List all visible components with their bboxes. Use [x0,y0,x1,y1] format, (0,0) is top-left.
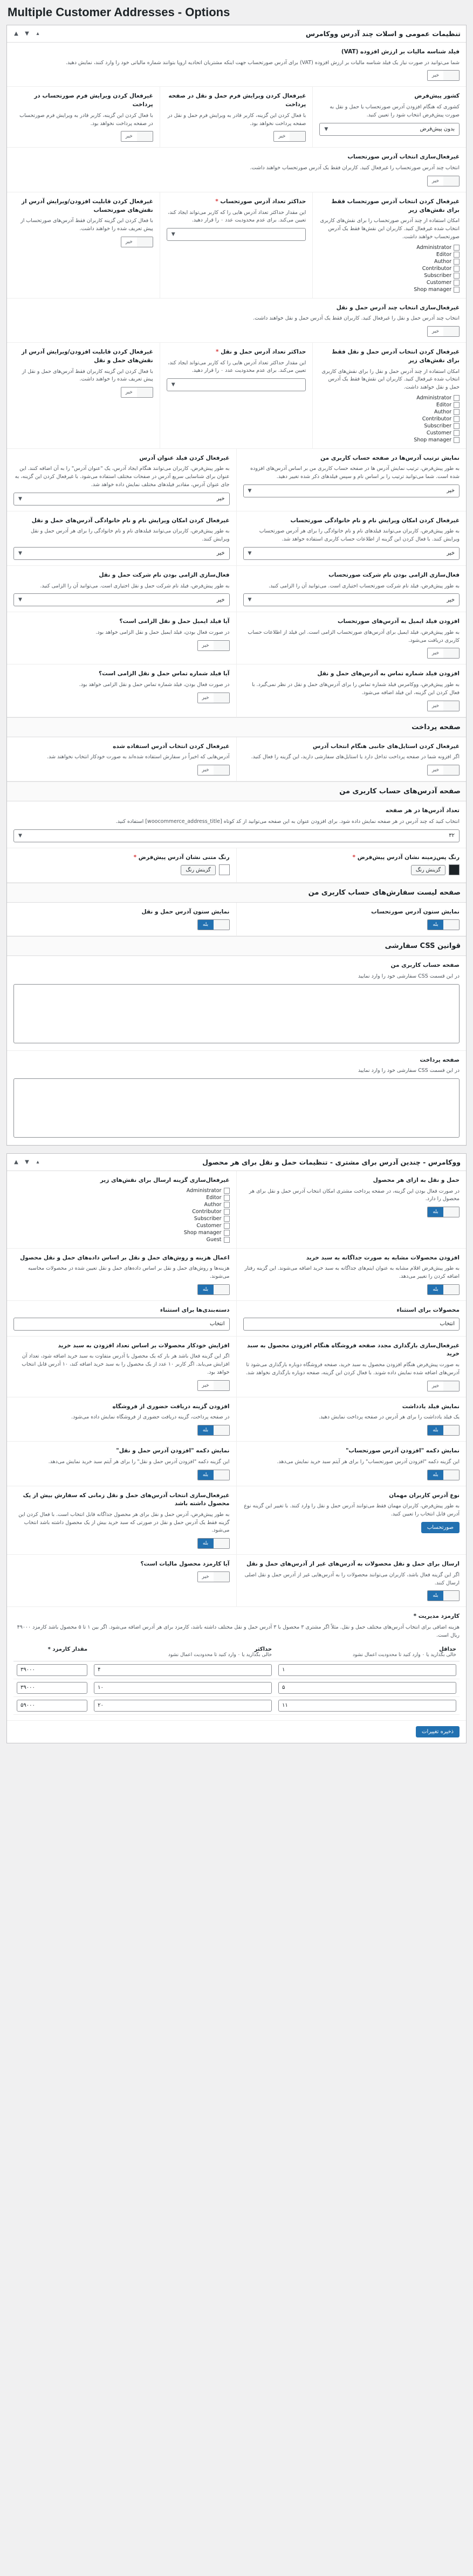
guest-type-setting: نوع آدرس کاربران مهمان به طور پیش‌فرض، کاربران مهمان فقط می‌توانند آدرس حمل و نقل را وارد کنند. با تغییر این گزینه نوع آدرس قابل انتخاب را تعیین کنید. صورتحساب [237,1486,467,1555]
phone-shipping-setting: افزودن فیلد شماره تماس به آدرس‌های حمل و نقل به طور پیش‌فرض، ووکامرس فیلد شماره تماس را برای آدرس‌های حمل و نقل در نظر نمی‌گیرد. با فعال کردن این گزینه، این فیلد اضافه می‌شود. خیر [237,664,467,716]
fee-setting: کارمزد مدیریت * هزینه اضافی برای انتخاب آدرس‌های مختلف حمل و نقل. مثلاً اگر مشتری ۳ محصول با ۳ آدرس حمل و نقل مختلف داشته باشد، کارمزد برای هر آدرس اضافه می‌شود. اگر بین ۱ تا ۵ محصول باشد کارمزد ۴۹۰۰۰ ریال است. حداقل خالی بگذارید یا ۰ وارد کنید تا محدودیت اعمال نشود حداکثر خالی بگذارید یا ۰ وارد کنید تا محدودیت اعمال نشود مقدار کارمزد * ۱ ۴ ۳۹۰۰۰ ۵ ۱۰ ۳۹۰۰۰ ۱۱ ۲۰ ۵۹۰۰۰ [7,1607,466,1720]
role-checkbox[interactable]: Shop manager [414,287,460,293]
auto-reload-toggle[interactable]: خیر [427,1381,460,1391]
role-checkbox[interactable]: Contributor [422,416,460,422]
chevron-down-icon: ▼ [18,550,22,556]
tier-min-input[interactable]: ۵ [278,1682,456,1694]
note-field-toggle[interactable]: بله [427,1425,460,1436]
other-address-toggle[interactable]: بله [427,1590,460,1601]
shipping-roles-setting: غیرفعال کردن انتخاب آدرس حمل و نقل فقط برای نقش‌های زیر امکان استفاده از چند آدرس حمل و نقل را برای نقش‌های کاربری انتخاب شده غیرفعال کنید. کاربران این نقش‌ها فقط یک آدرس حمل و نقل خواهند داشت. Administrator Editor Author Contributor Subscriber Customer Shop manager [313,343,466,448]
column-header-amount: مقدار کارمزد * [13,1643,91,1661]
addresses-per-page-select[interactable]: ۳۲ ▼ [13,829,460,842]
css-checkout-setting: صفحه پرداخت در این قسمت CSS سفارشی خود را وارد نمایید [7,1051,466,1145]
role-checkbox[interactable]: Author [204,1202,230,1208]
store-pickup-toggle[interactable]: بله [197,1425,230,1436]
tier-amount-input[interactable]: ۳۹۰۰۰ [17,1682,87,1694]
role-checkbox[interactable]: Editor [436,402,460,408]
billing-column-setting: نمایش ستون آدرس صورتحساب بله [237,903,467,936]
address-label-select[interactable]: خیر ▼ [13,493,230,505]
chevron-down-icon[interactable]: ▼ [25,31,29,37]
default-country-setting: کشور پیش‌فرض کشوری که هنگام افزودن آدرس صورتحساب یا حمل و نقل به صورت پیش‌فرض انتخاب شود را تعیین کنید. بدون پیش‌فرض ▼ [313,87,466,147]
chevron-down-icon: ▼ [18,833,22,839]
general-settings-panel [6,25,467,1146]
ship-split-setting: افزودن محصولات مشابه به صورت جداگانه به سبد خرید به طور پیش‌فرض اقلام مشابه به عنوان ایتم‌های جداگانه به سبد خرید اضافه می‌شوند. این گزینه رفتار اضافه کردن را تغییر می‌دهد. بله [237,1249,467,1300]
per-product-toggle[interactable]: بله [427,1207,460,1217]
chevron-down-icon: ▼ [171,382,175,388]
shipping-edit-setting: غیرفعال کردن قابلیت افزودن/ویرایش آدرس از نقش‌های حمل و نقل با فعال کردن این گزینه کاربران فقط آدرس‌های حمل و نقل از پیش تعریف شده را خواهند داشت. خیر [7,343,160,448]
email-billing-toggle[interactable]: خیر [427,648,460,659]
role-checkbox[interactable]: Guest [207,1237,230,1243]
note-field-setting: نمایش فیلد یادداشت یک فیلد یادداشت را برای هر آدرس در صفحه پرداخت نمایش دهید. بله [237,1397,467,1441]
shipping-button-toggle[interactable]: بله [197,1470,230,1480]
shipping-max-select[interactable] [167,378,306,391]
billing-edit-toggle[interactable]: خیر [121,237,153,247]
color-pick-button[interactable]: گزینش رنگ [181,865,215,875]
shipping-name-edit-setting: غیرفعال کردن امکان ویرایش نام و نام خانوادگی آدرس‌های حمل و نقل به طور پیش‌فرض، کاربران می‌توانند فیلدهای نام و نام خانوادگی را برای هر آدرس حمل و نقل ویرایش کنند. خیر ▼ [7,511,237,565]
chevron-down-icon: ▼ [248,550,252,556]
phone-required-toggle[interactable]: خیر [197,693,230,703]
chevron-down-icon: ▼ [18,496,22,502]
chevron-down-icon: ▼ [171,232,175,238]
email-shipping-toggle[interactable]: خیر [197,640,230,651]
auto-reload-setting: غیرفعال‌سازی بارگذاری مجدد صفحه فروشگاه هنگام افزودن محصول به سبد خرید به صورت پیش‌فرض هنگام افزودن محصول به سبد خرید، صفحه فروشگاه دوباره بارگذاری می‌شود تا آدرس‌های اضافه شده نمایش داده شوند. با فعال کردن این گزینه، صفحه دوباره بارگذاری نخواهد شد. خیر [237,1337,467,1397]
default-country-select[interactable]: بدون پیش‌فرض ▼ [319,123,460,136]
role-checkbox[interactable]: Shop manager [184,1230,230,1236]
role-checkbox[interactable]: Author [434,259,460,265]
auto-qty-toggle[interactable]: خیر [197,1380,230,1391]
role-checkbox[interactable]: Administrator [187,1188,230,1194]
billing-company-select[interactable]: خیر ▼ [243,593,460,606]
tier-max-input[interactable]: ۴ [94,1664,272,1676]
auto-qty-setting: افزایش خودکار محصولات بر اساس تعداد افزودن به سبد خرید اگر این گزینه فعال باشد هر بار که یک محصول با آدرس متفاوت به سبد خرید اضافه شود، تعداد آن افزایش می‌یابد. اگر کاربر ۱۰ عدد از یک محصول را به سبد خرید اضافه کند، ۱۰ آدرس قابل انتخاب خواهد بود. خیر [7,1337,237,1397]
orders-list-section-title: صفحه لیست سفارش‌های حساب کاربری من [7,883,466,903]
shipping-form-edit-setting: غیرفعال کردن ویرایش فرم حمل و نقل در صفحه پرداخت با فعال کردن این گزینه، کاربر قادر به ویرایش فرم حمل و نقل در صفحه پرداخت نخواهد بود. خیر [160,87,313,147]
billing-name-edit-select[interactable]: خیر ▼ [243,547,460,560]
per-product-shipping-panel [6,1153,467,1743]
billing-form-edit-setting: غیرفعال کردن ویرایش فرم صورتحساب در پرداخت با فعال کردن این گزینه، کاربر قادر به ویرایش فرم صورتحساب در صفحه پرداخت نخواهد بود. خیر [7,87,160,147]
checkout-style-setting: غیرفعال کردن استایل‌های جانبی هنگام انتخاب آدرس اگر افزونه شما در صفحه پرداخت تداخل دارد یا استایل‌های سفارشی دارید، این گزینه را فعال کنید. خیر [237,737,467,781]
panel-header [7,1154,466,1171]
collapse-icon[interactable]: ▴ [36,1159,39,1165]
exclude-products-input[interactable]: انتخاب [243,1318,460,1331]
column-header-max: حداکثر خالی بگذارید یا ۰ وارد کنید تا محدودیت اعمال نشود [91,1643,275,1661]
collapse-icon[interactable]: ▴ [36,31,39,37]
address-order-setting: نمایش ترتیب آدرس‌ها در صفحه حساب کاربری من به طور پیش‌فرض، ترتیب نمایش آدرس ها در صفحه حساب کاربری من بر اساس آدرس‌های افزوده شده است. شما می‌توانید ترتیب را بر اساس نام و سپس فیلدهای ذکر شده تغییر دهید. خیر ▼ [237,449,467,511]
color-swatch [449,864,460,875]
shipping-roles-list [319,395,460,443]
guest-type-button[interactable]: صورتحساب [421,1522,460,1533]
tier-min-input[interactable]: ۱۱ [278,1700,456,1712]
panel-title: تنظیمات عمومی و اسلات چند آدرس ووکامرس [305,30,461,38]
table-row [13,1679,460,1696]
address-label-setting: غیرفعال کردن فیلد عنوان آدرس به طور پیش‌فرض، کاربران می‌توانند هنگام ایجاد آدرس، یک "عنوان آدرس" را به آن اضافه کنند. این عنوان برای شناسایی سریع آدرس در صفحات مختلف استفاده می‌شود. با غیرفعال کردن این گزینه، به جای عنوان آدرس، مقادیر فیلدهای مختلف نمایش داده خواهد شد. خیر ▼ [7,449,237,511]
role-checkbox[interactable]: Subscriber [194,1216,230,1222]
address-order-select[interactable]: خیر ▼ [243,484,460,497]
checkout-autofill-setting: غیرفعال کردن انتخاب آدرس استفاده شده آدرس‌هایی که اخیراً در سفارش استفاده شده‌اند به صورت خودکار انتخاب نخواهند شد. خیر [7,737,237,781]
checkout-style-toggle[interactable]: خیر [427,765,460,775]
billing-roles-list [319,245,460,293]
chevron-down-icon: ▼ [324,126,328,132]
role-checkbox[interactable]: Editor [436,252,460,258]
fee-tiers-table [13,1643,460,1715]
default-bg-color-setting: رنگ پس‌زمینه نشان آدرس پیش‌فرض * گزینش رنگ [237,848,467,883]
billing-edit-setting: غیرفعال کردن قابلیت افزودن/ویرایش آدرس از نقش‌های صورتحساب با فعال کردن این گزینه کاربران فقط آدرس‌های صورتحساب از پیش تعریف شده را خواهند داشت. خیر [7,192,160,298]
shipping-max-setting: حداکثر تعداد آدرس حمل و نقل * این مقدار حداکثر تعداد آدرس هایی را که کاربر می‌تواند ایجاد کند، تعیین می‌کند. برای عدم محدودیت عدد ۰ را قرار دهید. ▼ [160,343,313,448]
role-checkbox[interactable]: Editor [206,1195,229,1201]
billing-select-toggle[interactable]: خیر [427,176,460,186]
vat-field-setting: فیلد شناسه مالیات بر ارزش افزوده (VAT) شما می‌توانید در صورت نیاز یک فیلد شناسه مالیات بر ارزش افزوده (VAT) برای آدرس صورتحساب جهت اینکه مشتریان اتحادیه اروپا بتوانند شماره مالیاتی خود را وارد کنند، نمایش دهید. خیر [7,43,466,86]
role-checkbox[interactable]: Administrator [416,245,460,251]
tier-max-input[interactable]: ۱۰ [94,1682,272,1694]
save-button[interactable]: ذخیره تغییرات [416,1726,460,1737]
email-billing-setting: افزودن فیلد ایمیل به آدرس‌های صورتحساب به طور پیش‌فرض، فیلد ایمیل برای آدرس‌های صورتحساب الزامی است. این فیلد از اطلاعات حساب کاربری دریافت می‌شود. خیر [237,612,467,664]
css-account-textarea[interactable] [13,984,460,1043]
color-swatch [219,864,230,875]
billing-name-edit-setting: غیرفعال کردن امکان ویرایش نام و نام خانوادگی صورتحساب به طور پیش‌فرض، کاربران می‌توانند فیلدهای نام و نام خانوادگی را برای هر آدرس صورتحساب ویرایش کنند. با فعال کردن این گزینه از اطلاعات حساب کاربری استفاده خواهد شد. خیر ▼ [237,511,467,565]
role-checkbox[interactable]: Subscriber [424,423,460,429]
per-product-roles-setting: غیرفعال‌سازی گزینه ارسال برای نقش‌های زیر Administrator Editor Author Contributor Subscriber Customer Shop manager Guest [7,1171,237,1248]
table-row [13,1696,460,1714]
role-checkbox[interactable]: Subscriber [424,273,460,279]
multi-ship-setting: غیرفعال‌سازی انتخاب آدرس‌های حمل و نقل زمانی که سفارش بیش از یک محصول داشته باشد به طور پیش‌فرض، آدرس حمل و نقل برای هر محصول جداگانه قابل انتخاب است. با فعال کردن این گزینه فقط یک آدرس حمل و نقل در صورتی که سبد خرید بیش از یک محصول داشته باشد انتخاب می‌شود. بله [7,1486,237,1555]
role-checkbox[interactable]: Customer [196,1223,229,1229]
role-checkbox[interactable]: Shop manager [414,437,460,443]
default-text-color-setting: رنگ متنی نشان آدرس پیش‌فرض * گزینش رنگ [7,848,237,883]
per-product-roles-list [13,1188,230,1243]
tier-max-input[interactable]: ۲۰ [94,1700,272,1712]
role-checkbox[interactable]: Contributor [192,1209,229,1215]
role-checkbox[interactable]: Customer [427,430,460,436]
billing-max-setting: حداکثر تعداد آدرس صورتحساب * این مقدار حداکثر تعداد آدرس هایی را که کاربر می‌تواند ایجاد کند، تعیین می‌کند. برای عدم محدودیت عدد ۰ را قرار دهید. ▼ [160,192,313,298]
myaccount-section-title: صفحه آدرس‌های حساب کاربری من [7,781,466,801]
billing-select-setting: غیرفعال‌سازی انتخاب آدرس صورتحساب انتخاب چند آدرس صورتحساب را غیرفعال کنید. کاربران فقط یک آدرس صورتحساب خواهند داشت. خیر [7,148,466,191]
email-shipping-setting: آیا فیلد ایمیل حمل و نقل الزامی است؟ در صورت فعال بودن، فیلد ایمیل حمل و نقل الزامی خواهد بود. خیر [7,612,237,664]
billing-button-setting: نمایش دکمه "افزودن آدرس صورتحساب" این گزینه دکمه "افزودن آدرس صورتحساب" را برای هر آیتم سبد خرید نمایش می‌دهد. بله [237,1442,467,1485]
billing-max-select[interactable] [167,228,306,241]
exclude-products-setting: محصولات برای استثناء انتخاب [237,1301,467,1336]
ship-split-toggle[interactable]: بله [427,1284,460,1295]
exclude-categories-setting: دسته‌بندی‌ها برای استثناء انتخاب [7,1301,237,1336]
shipping-name-edit-select[interactable]: خیر ▼ [13,547,230,560]
checkout-section-title: صفحه پرداخت [7,717,466,737]
shipping-column-setting: نمایش ستون آدرس حمل و نقل بله [7,903,237,936]
css-section-title: قوانین CSS سفارشی [7,936,466,956]
fee-tax-setting: آیا کارمزد محصول مالیات است؟ خیر [7,1555,237,1606]
page-title: Multiple Customer Addresses - Options [8,5,230,19]
per-product-enable-setting: حمل و نقل به ازای هر محصول در صورت فعال بودن این گزینه، در صفحه پرداخت مشتری امکان انتخاب آدرس حمل و نقل برای هر محصول را دارد. بله [237,1171,467,1248]
table-row [13,1661,460,1679]
color-pick-button[interactable]: گزینش رنگ [411,865,445,875]
ship-cost-toggle[interactable]: بله [197,1284,230,1295]
shipping-company-setting: فعال‌سازی الزامی بودن نام شرکت حمل و نقل به طور پیش‌فرض، فیلد نام شرکت حمل و نقل اختیاری است. می‌توانید آن را الزامی کنید. خیر ▼ [7,566,237,612]
store-pickup-setting: افزودن گزینه دریافت حضوری از فروشگاه در صفحه پرداخت، گزینه دریافت حضوری از فروشگاه نمایش داده می‌شود. بله [7,1397,237,1441]
tier-min-input[interactable]: ۱ [278,1664,456,1676]
multi-ship-toggle[interactable]: بله [197,1538,230,1549]
chevron-up-icon[interactable]: ▲ [14,1159,18,1165]
addresses-per-page-setting: تعداد آدرس‌ها در هر صفحه انتخاب کنید که چند آدرس در هر صفحه نمایش داده شود. برای افزودن عنوان به این صفحه می‌توانید از کد کوتاه [woocommerce_address_title] استفاده کنید. ۳۲ ▼ [7,801,466,847]
fee-tax-toggle[interactable]: خیر [197,1571,230,1582]
shipping-column-toggle[interactable]: بله [197,919,230,930]
tier-amount-input[interactable]: ۳۹۰۰۰ [17,1664,87,1676]
shipping-button-setting: نمایش دکمه "افزودن آدرس حمل و نقل" این گزینه دکمه "افزودن آدرس حمل و نقل" را برای هر آیتم سبد خرید نمایش می‌دهد. بله [7,1442,237,1485]
chevron-down-icon: ▼ [18,597,22,603]
role-checkbox[interactable]: Administrator [416,395,460,401]
tier-amount-input[interactable]: ۵۹۰۰۰ [17,1700,87,1712]
phone-shipping-toggle[interactable]: خیر [427,701,460,711]
shipping-form-toggle[interactable]: خیر [273,131,306,142]
panel-header [7,25,466,43]
exclude-categories-input[interactable]: انتخاب [13,1318,230,1331]
css-account-setting: صفحه حساب کاربری من در این قسمت CSS سفارشی خود را وارد نمایید [7,956,466,1050]
role-checkbox[interactable]: Contributor [422,266,460,272]
chevron-down-icon: ▼ [248,488,252,494]
checkout-autofill-toggle[interactable]: خیر [197,765,230,775]
role-checkbox[interactable]: Author [434,409,460,415]
panel-title: ووکامرس - چندین آدرس برای مشتری - تنظیمات حمل و نقل برای هر محصول [202,1158,461,1166]
vat-toggle[interactable]: خیر [427,70,460,81]
billing-column-toggle[interactable]: بله [427,919,460,930]
column-header-min: حداقل خالی بگذارید یا ۰ وارد کنید تا محدودیت اعمال نشود [275,1643,460,1661]
shipping-select-setting: غیرفعال‌سازی انتخاب چند آدرس حمل و نقل انتخاب چند آدرس حمل و نقل را غیرفعال کنید. کاربران فقط یک آدرس حمل و نقل خواهند داشت. خیر [7,299,466,342]
billing-button-toggle[interactable]: بله [427,1470,460,1480]
shipping-edit-toggle[interactable]: خیر [121,387,153,398]
role-checkbox[interactable]: Customer [427,280,460,286]
css-checkout-textarea[interactable] [13,1078,460,1138]
phone-required-setting: آیا فیلد شماره تماس حمل و نقل الزامی است؟ در صورت فعال بودن، فیلد شماره تماس حمل و نقل الزامی خواهد بود. خیر [7,664,237,716]
ship-cost-setting: اعمال هزینه و روش‌های حمل و نقل بر اساس داده‌های حمل و نقل محصول هزینه‌ها و روش‌های حمل و نقل بر اساس داده‌های حمل و نقل تعیین شده در محصولات محاسبه می‌شوند. بله [7,1249,237,1300]
other-address-setting: ارسال برای حمل و نقل محصولات به آدرس‌های غیر از آدرس‌های حمل و نقل اگر این گزینه فعال باشد، کاربران می‌توانند محصولات را به آدرس‌هایی غیر از آدرس حمل و نقل اصلی ارسال کنند. بله [237,1555,467,1606]
chevron-down-icon[interactable]: ▼ [25,1159,29,1165]
chevron-up-icon[interactable]: ▲ [14,31,18,37]
billing-company-setting: فعال‌سازی الزامی بودن نام شرکت صورتحساب به طور پیش‌فرض، فیلد نام شرکت صورتحساب اختیاری است. می‌توانید آن را الزامی کنید. خیر ▼ [237,566,467,612]
shipping-select-toggle[interactable]: خیر [427,326,460,337]
billing-form-toggle[interactable]: خیر [121,131,153,142]
chevron-down-icon: ▼ [248,597,252,603]
shipping-company-select[interactable]: خیر ▼ [13,593,230,606]
billing-roles-setting: غیرفعال کردن انتخاب آدرس صورتحساب فقط برای نقش‌های زیر امکان استفاده از چند آدرس صورتحساب را برای نقش‌های کاربری انتخاب شده غیرفعال کنید. کاربران این نقش‌ها فقط یک آدرس صورتحساب خواهند داشت. Administrator Editor Author Contributor Subscriber Customer Shop manager [320,198,460,293]
